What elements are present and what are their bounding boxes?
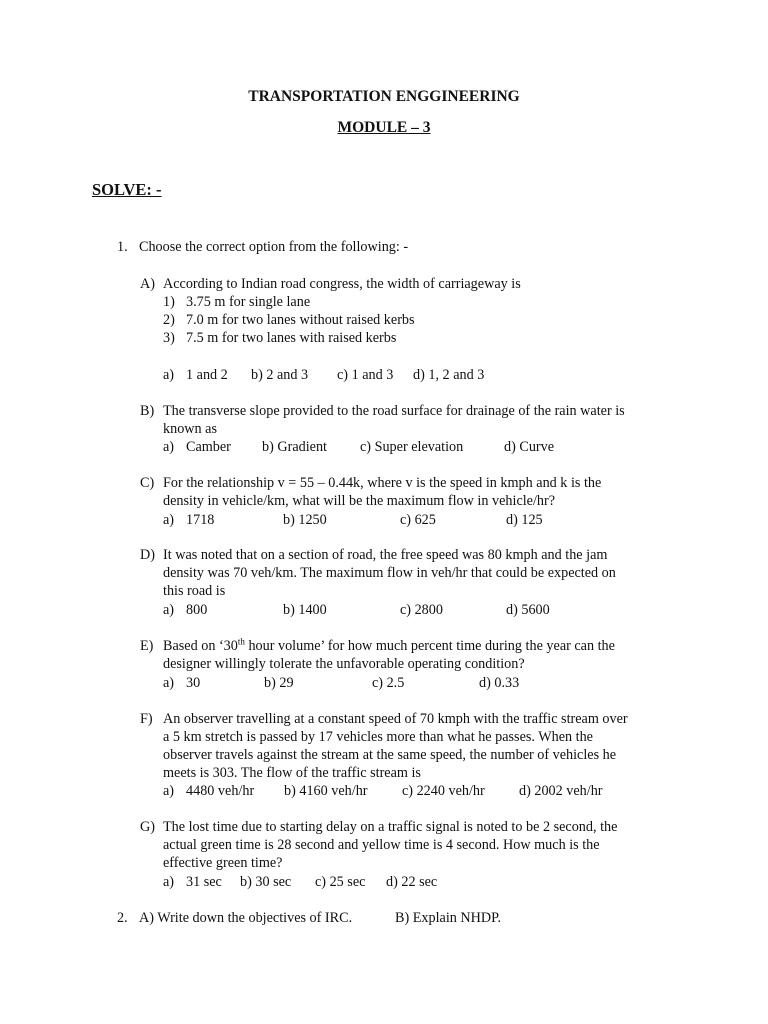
module-heading: MODULE – 3 — [337, 119, 431, 136]
statement-number: 3) — [163, 330, 175, 346]
sub-question-text: this road is — [163, 583, 226, 599]
option-b: b) 30 sec — [240, 874, 292, 890]
option-a: 800 — [186, 602, 208, 618]
option-letter: a) — [163, 874, 175, 890]
sub-question-text: actual green time is 28 second and yellow time is 4 second. How much is the — [163, 837, 600, 853]
option-d: d) Curve — [504, 439, 555, 455]
question-number: 2. — [117, 910, 128, 926]
statement-text: 3.75 m for single lane — [186, 294, 311, 310]
superscript: th — [237, 636, 245, 647]
option-d: d) 1, 2 and 3 — [413, 367, 485, 383]
option-a: 1718 — [186, 512, 215, 528]
option-a: 31 sec — [186, 874, 222, 890]
sub-question-letter: G) — [140, 819, 155, 835]
sub-question-text: a 5 km stretch is passed by 17 vehicles more than what he passes. When the — [163, 729, 593, 745]
sub-question-letter: C) — [140, 475, 155, 491]
option-letter: a) — [163, 512, 175, 528]
sub-question-text: designer willingly tolerate the unfavorable operating condition? — [163, 656, 525, 672]
statement-number: 1) — [163, 294, 175, 310]
sub-question-text: The transverse slope provided to the road surface for drainage of the rain water is — [163, 403, 625, 419]
statement-text: 7.0 m for two lanes without raised kerbs — [186, 312, 415, 328]
option-letter: a) — [163, 602, 175, 618]
document-title: TRANSPORTATION ENGGINEERING — [248, 88, 520, 105]
option-letter: a) — [163, 675, 175, 691]
question-part-b: B) Explain NHDP. — [395, 910, 502, 926]
section-heading: SOLVE: - — [92, 180, 162, 199]
sub-question-text: Based on ‘30th hour volume’ for how much percent time during the year can the — [163, 636, 615, 654]
sub-question-text: According to Indian road congress, the width of carriageway is — [163, 276, 521, 292]
option-d: d) 2002 veh/hr — [519, 783, 603, 799]
sub-question-text: effective green time? — [163, 855, 283, 871]
sub-question-text: density was 70 veh/km. The maximum flow in veh/hr that could be expected on — [163, 565, 616, 581]
sub-question-text: meets is 303. The flow of the traffic stream is — [163, 765, 421, 781]
option-b: b) Gradient — [262, 439, 328, 455]
option-c: c) 2.5 — [372, 675, 405, 691]
option-b: b) 1400 — [283, 602, 327, 618]
option-d: d) 5600 — [506, 602, 550, 618]
option-c: c) 625 — [400, 512, 436, 528]
sub-question-letter: D) — [140, 547, 155, 563]
statement-number: 2) — [163, 312, 175, 328]
sub-question-text: known as — [163, 421, 217, 437]
option-b: b) 4160 veh/hr — [284, 783, 368, 799]
option-d: d) 125 — [506, 512, 543, 528]
option-c: c) 2240 veh/hr — [402, 783, 485, 799]
question-number: 1. — [117, 239, 128, 255]
option-b: b) 2 and 3 — [251, 367, 309, 383]
option-a: 1 and 2 — [186, 367, 228, 383]
option-c: c) 25 sec — [315, 874, 366, 890]
option-letter: a) — [163, 439, 175, 455]
sub-question-text: density in vehicle/km, what will be the maximum flow in vehicle/hr? — [163, 493, 556, 509]
option-a: 30 — [186, 675, 201, 691]
sub-question-text: For the relationship v = 55 – 0.44k, where v is the speed in kmph and k is the — [163, 475, 602, 491]
option-c: c) 2800 — [400, 602, 443, 618]
sub-question-letter: A) — [140, 276, 155, 292]
option-b: b) 29 — [264, 675, 294, 691]
sub-question-letter: B) — [140, 403, 155, 419]
statement-text: 7.5 m for two lanes with raised kerbs — [186, 330, 397, 346]
sub-question-text: An observer travelling at a constant speed of 70 kmph with the traffic stream over — [163, 711, 628, 727]
question-prompt: Choose the correct option from the following: - — [139, 239, 409, 255]
option-a: 4480 veh/hr — [186, 783, 255, 799]
option-c: c) Super elevation — [360, 439, 464, 455]
option-d: d) 0.33 — [479, 675, 520, 691]
question-part-a: A) Write down the objectives of IRC. — [139, 910, 353, 926]
sub-question-text: It was noted that on a section of road, the free speed was 80 kmph and the jam — [163, 547, 608, 563]
option-c: c) 1 and 3 — [337, 367, 394, 383]
option-a: Camber — [186, 439, 231, 455]
option-letter: a) — [163, 783, 175, 799]
option-letter: a) — [163, 367, 175, 383]
option-b: b) 1250 — [283, 512, 327, 528]
option-d: d) 22 sec — [386, 874, 438, 890]
sub-question-text: observer travels against the stream at the same speed, the number of vehicles he — [163, 747, 617, 763]
sub-question-text: The lost time due to starting delay on a traffic signal is noted to be 2 second, the — [163, 819, 618, 835]
sub-question-letter: F) — [140, 711, 153, 727]
sub-question-letter: E) — [140, 638, 154, 654]
